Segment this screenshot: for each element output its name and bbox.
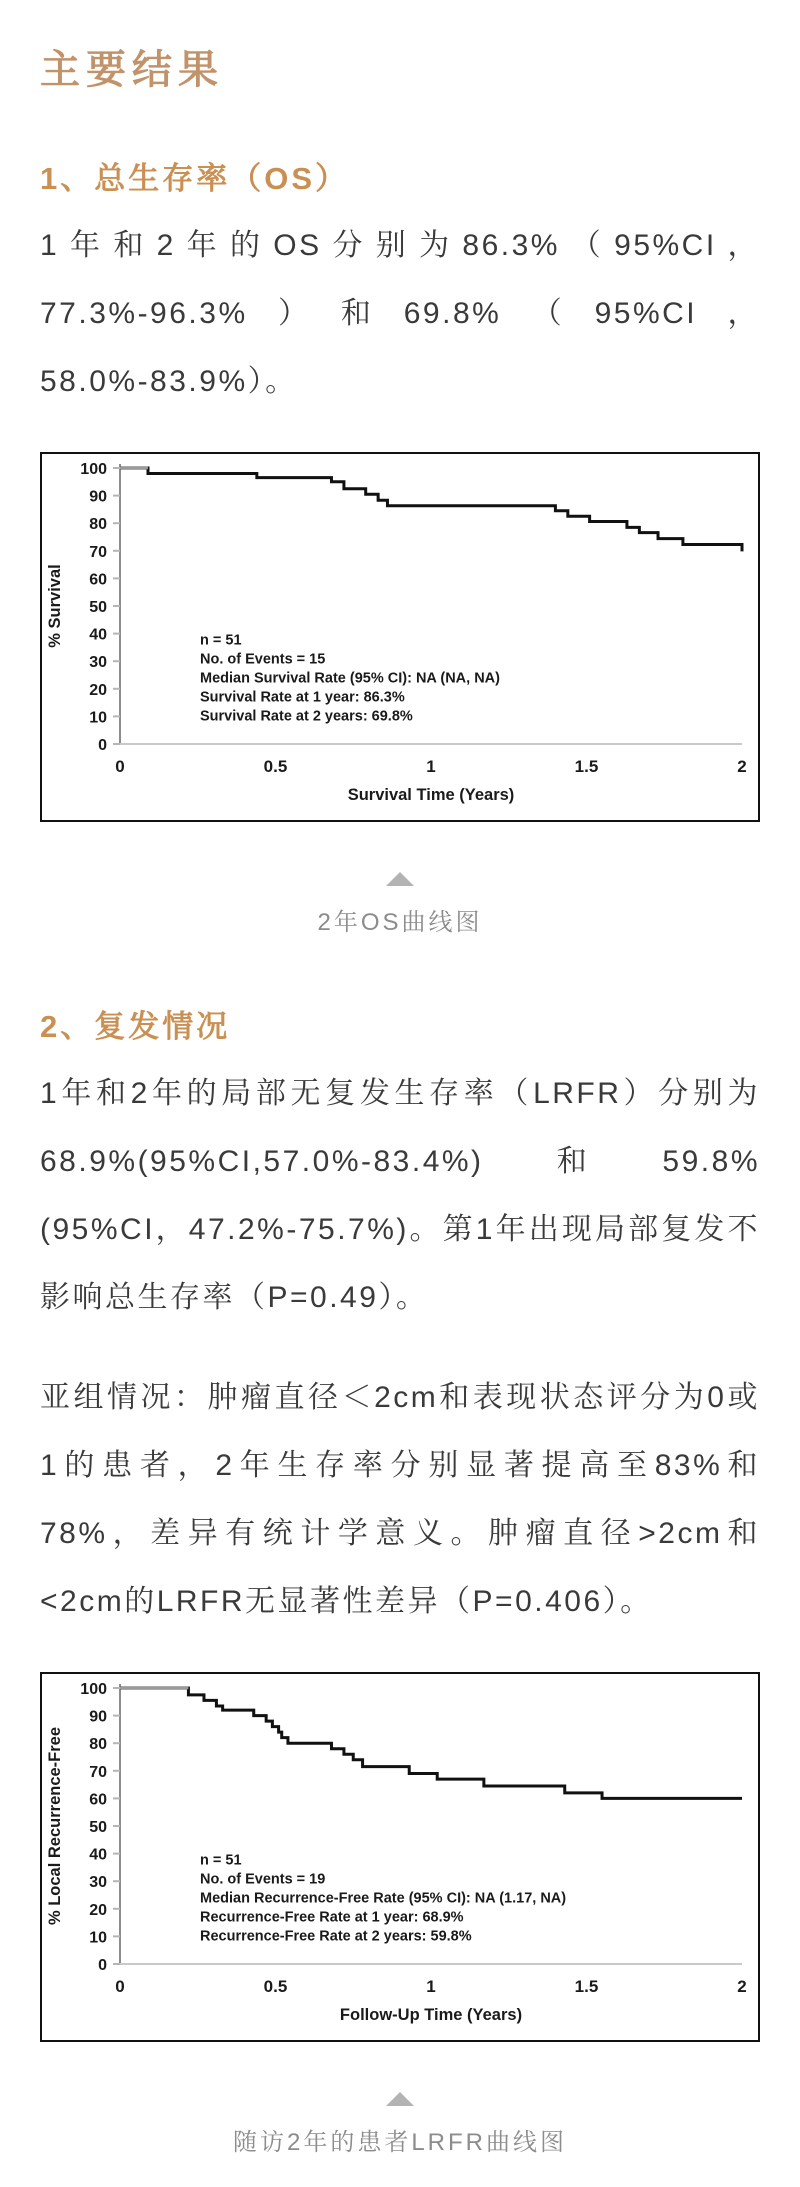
svg-text:0.5: 0.5 [263,757,288,776]
svg-text:0: 0 [98,737,107,754]
caption-arrow-icon [386,872,414,886]
svg-text:80: 80 [89,1736,107,1754]
svg-text:No. of Events = 15: No. of Events = 15 [200,651,326,668]
os-figure-caption: 2年OS曲线图 [317,909,483,936]
svg-text:Recurrence-Free Rate at 2 year: Recurrence-Free Rate at 2 years: 59.8% [200,1928,472,1945]
svg-text:10: 10 [89,1929,107,1947]
svg-text:Recurrence-Free Rate at 1 year: Recurrence-Free Rate at 1 year: 68.9% [200,1909,464,1926]
svg-text:1: 1 [426,1977,436,1996]
svg-text:Survival Time (Years): Survival Time (Years) [347,786,515,804]
svg-text:1.5: 1.5 [574,757,599,776]
svg-text:60: 60 [89,571,107,589]
svg-text:100: 100 [80,1681,107,1698]
lrfr-figure-caption-block [40,2092,760,2157]
lrfr-paragraph: 1年和2年的局部无复发生存率（LRFR）分别为68.9%(95%CI,57.0%-83.4%)和59.8%(95%CI，47.2%-75.7%)。第1年出现局部复发不影响总生存率（P=0.49）。 [40,1077,760,1314]
svg-text:Median Recurrence-Free Rate (9: Median Recurrence-Free Rate (95% CI): NA (1.17, NA) [200,1890,567,1907]
svg-text:40: 40 [89,1846,107,1864]
svg-text:Median Survival Rate (95% CI):: Median Survival Rate (95% CI): NA (NA, NA) [200,670,500,687]
svg-text:1: 1 [426,757,436,776]
svg-text:50: 50 [89,599,107,616]
svg-text:n = 51: n = 51 [200,632,242,649]
os-km-chart-frame [40,452,760,822]
os-figure-caption-block [40,872,760,937]
svg-text:30: 30 [89,1874,107,1892]
svg-text:Survival Rate at 1 year: 86.3%: Survival Rate at 1 year: 86.3% [200,689,405,706]
svg-text:2: 2 [737,757,747,776]
lrfr-km-chart-frame [40,1672,760,2042]
subgroup-paragraph: 亚组情况：肿瘤直径＜2cm和表现状态评分为0或1的患者，2年生存率分别显著提高至83%和78%，差异有统计学意义。肿瘤直径>2cm和<2cm的LRFR无显著性差异（P=0.406）。 [40,1381,760,1618]
lrfr-km-chart [42,1674,758,2040]
svg-text:Follow-Up Time (Years): Follow-Up Time (Years) [339,2006,523,2024]
svg-text:2: 2 [737,1977,747,1996]
svg-text:60: 60 [89,1791,107,1809]
os-paragraph: 1年和2年的OS分别为86.3%（95%CI，77.3%-96.3%）和69.8%（95%CI，58.0%-83.9%）。 [40,229,760,398]
svg-text:30: 30 [89,654,107,672]
svg-text:Survival Rate at 2 years: 69.8: Survival Rate at 2 years: 69.8% [200,708,413,725]
svg-text:0: 0 [98,1957,107,1974]
svg-text:90: 90 [89,1708,107,1726]
svg-text:70: 70 [89,543,107,561]
caption-arrow-icon [386,2092,414,2106]
os-km-chart [42,454,758,820]
svg-text:70: 70 [89,1763,107,1781]
svg-text:0: 0 [115,1977,125,1996]
svg-text:10: 10 [89,709,107,727]
svg-text:0.5: 0.5 [263,1977,288,1996]
svg-text:90: 90 [89,488,107,506]
svg-text:n = 51: n = 51 [200,1852,242,1869]
svg-text:20: 20 [89,1901,107,1919]
lrfr-figure-caption: 随访2年的患者LRFR曲线图 [232,2129,568,2156]
svg-text:20: 20 [89,681,107,699]
svg-text:0: 0 [115,757,125,776]
svg-text:% Local Recurrence-Free: % Local Recurrence-Free [46,1726,64,1926]
svg-text:50: 50 [89,1819,107,1836]
svg-text:% Survival: % Survival [46,564,64,648]
svg-text:1.5: 1.5 [574,1977,599,1996]
svg-text:40: 40 [89,626,107,644]
svg-text:No. of Events = 19: No. of Events = 19 [200,1871,326,1888]
section-heading-recurrence: 2、复发情况 [40,1009,231,1044]
section-heading-os: 1、总生存率（OS） [40,161,350,196]
svg-text:100: 100 [80,461,107,478]
svg-text:80: 80 [89,516,107,534]
page-title: 主要结果 [40,47,224,92]
